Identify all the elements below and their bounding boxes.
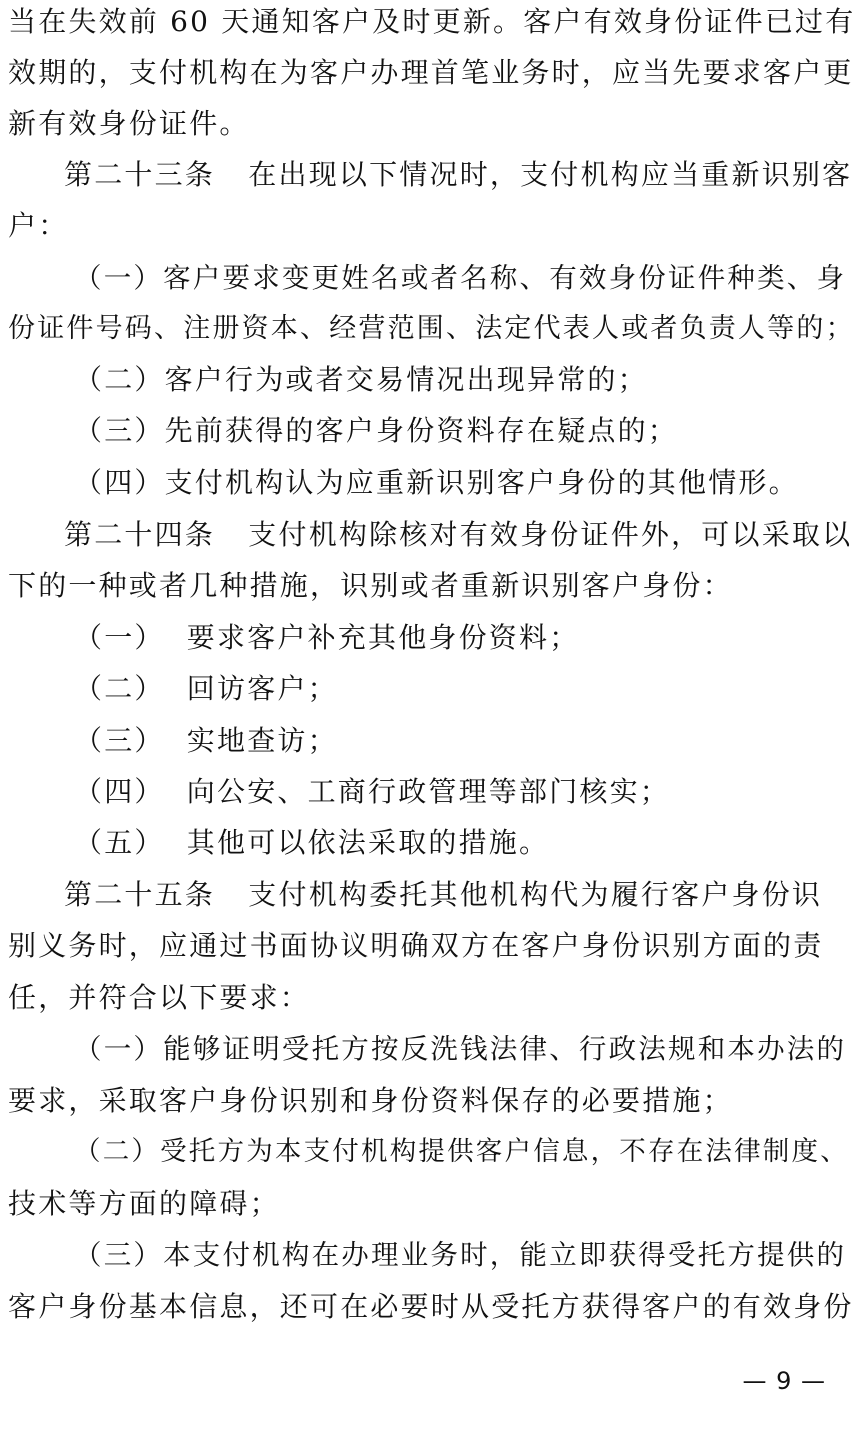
text-line: 客户身份基本信息，还可在必要时从受托方获得客户的有效身份 — [8, 1290, 854, 1323]
text-line: 效期的，支付机构在为客户办理首笔业务时，应当先要求客户更 — [8, 56, 854, 89]
list-item: （五） 其他可以依法采取的措施。 — [74, 826, 550, 859]
list-item: （三）先前获得的客户身份资料存在疑点的； — [74, 414, 679, 447]
list-item: （四）支付机构认为应重新识别客户身份的其他情形。 — [74, 466, 799, 499]
list-item: （一）能够证明受托方按反洗钱法律、行政法规和本办法的 — [74, 1033, 847, 1065]
text-line: 当在失效前 60 天通知客户及时更新。客户有效身份证件已过有 — [8, 5, 856, 38]
list-item: （二）受托方为本支付机构提供客户信息，不存在法律制度、 — [74, 1136, 849, 1167]
article-heading-24: 第二十四条 支付机构除核对有效身份证件外，可以采取以 — [64, 518, 853, 551]
text-line: 要求，采取客户身份识别和身份资料保存的必要措施； — [8, 1084, 733, 1117]
list-item: （三）本支付机构在办理业务时，能立即获得受托方提供的 — [74, 1239, 847, 1271]
text-line: 份证件号码、注册资本、经营范围、法定代表人或者负责人等的； — [8, 313, 855, 344]
text-line: 新有效身份证件。 — [8, 107, 250, 140]
text-line: 户： — [8, 209, 69, 242]
text-line: 技术等方面的障碍； — [8, 1187, 280, 1220]
list-item: （一） 要求客户补充其他身份资料； — [74, 621, 580, 654]
list-item: （一）客户要求变更姓名或者名称、有效身份证件种类、身 — [74, 262, 847, 294]
article-heading-23: 第二十三条 在出现以下情况时，支付机构应当重新识别客 — [64, 158, 853, 191]
page-number: — 9 — — [742, 1367, 826, 1395]
article-heading-25: 第二十五条 支付机构委托其他机构代为履行客户身份识 — [64, 878, 823, 911]
list-item: （二） 回访客户； — [74, 672, 338, 705]
text-line: 下的一种或者几种措施，识别或者重新识别客户身份： — [8, 569, 733, 602]
text-line: 别义务时，应通过书面协议明确双方在客户身份识别方面的责 — [8, 929, 824, 962]
list-item: （二）客户行为或者交易情况出现异常的； — [74, 363, 648, 396]
list-item: （四） 向公安、工商行政管理等部门核实； — [74, 775, 671, 808]
list-item: （三） 实地查访； — [74, 724, 338, 757]
text-line: 任，并符合以下要求： — [8, 981, 311, 1014]
